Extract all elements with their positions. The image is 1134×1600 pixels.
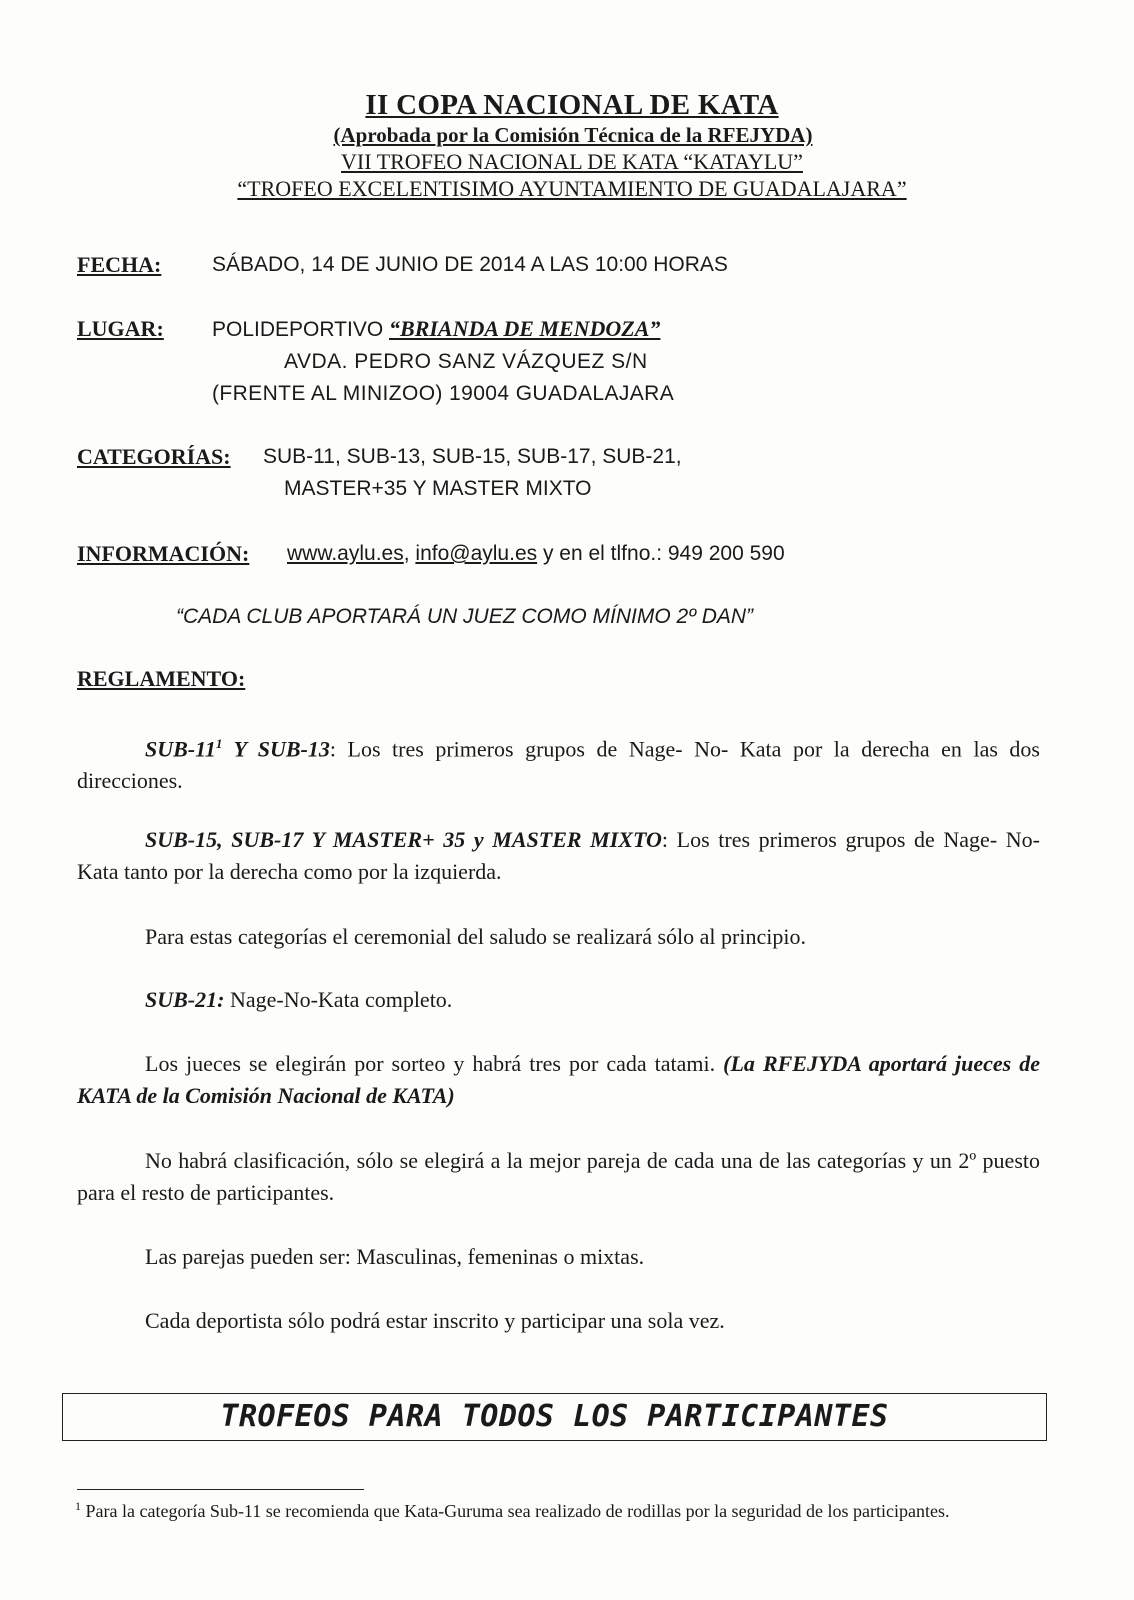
address-line-1: AVDA. PEDRO SANZ VÁZQUEZ S/N: [284, 350, 648, 373]
informacion-contacts: [287, 538, 785, 570]
trophy-subtitle: VII TROFEO NACIONAL DE KATA “KATAYLU”: [341, 149, 803, 174]
rule-sub15-master: [77, 824, 1040, 888]
categorias-line-1: SUB-11, SUB-13, SUB-15, SUB-17, SUB-21,: [263, 445, 682, 468]
email-link[interactable]: info@aylu.es: [415, 542, 538, 565]
rule-judges: [77, 1048, 1040, 1112]
sponsor-subtitle: “TROFEO EXCELENTISIMO AYUNTAMIENTO DE GUADALAJARA”: [237, 176, 907, 201]
lugar-label: LUGAR:: [77, 316, 164, 341]
rule-4-text: Nage-No-Kata completo.: [224, 987, 453, 1012]
approval-subtitle: (Aprobada por la Comisión Técnica de la RFEJYDA): [333, 123, 813, 147]
contact-separator: ,: [403, 542, 410, 565]
rule-5-bold: (La RFEJYDA aportará jueces de KATA de la Comisión Nacional de KATA): [77, 1051, 1040, 1108]
lugar-row: [77, 313, 661, 345]
reglamento-heading: [77, 663, 245, 695]
rule-classification: No habrá clasificación, sólo se elegirá a la mejor pareja de cada una de las categorías y un 2º puesto para el resto de participantes.: [77, 1148, 1040, 1205]
fecha-value: SÁBADO, 14 DE JUNIO DE 2014 A LAS 10:00 HORAS: [212, 253, 728, 276]
rule-sub11-sub13: [77, 728, 1040, 797]
website-link[interactable]: www.aylu.es: [287, 542, 404, 565]
rule-sub21: [77, 984, 1040, 1016]
venue-prefix: POLIDEPORTIVO: [212, 318, 384, 341]
rule-1-lead: SUB-11: [145, 736, 216, 762]
footnote-divider: [77, 1489, 364, 1490]
informacion-row: [77, 538, 785, 570]
footnote: [75, 1491, 975, 1526]
footnote-ref[interactable]: 1: [215, 736, 223, 751]
rule-2-text: : Los tres primeros grupos de Nage- No- Kata tanto por la derecha como por la izquierda.: [77, 827, 1040, 884]
fecha-row: [77, 249, 728, 281]
lugar-venue: [212, 313, 660, 346]
venue-name: “BRIANDA DE MENDOZA”: [389, 316, 661, 341]
address-line-2: (FRENTE AL MINIZOO) 19004 GUADALAJARA: [212, 382, 675, 405]
informacion-label: INFORMACIÓN:: [77, 541, 250, 566]
rule-2-lead: SUB-15, SUB-17 Y MASTER+ 35 y MASTER MIXTO: [145, 827, 662, 852]
fecha-label: FECHA:: [77, 252, 162, 277]
trofeos-banner: TROFEOS PARA TODOS LOS PARTICIPANTES: [62, 1393, 1047, 1441]
reglamento-label: REGLAMENTO:: [77, 666, 246, 691]
rule-5-text: Los jueces se elegirán por sorteo y habrá tres por cada tatami.: [145, 1051, 724, 1076]
rule-4-lead: SUB-21:: [145, 987, 225, 1012]
rule-pairs: Las parejas pueden ser: Masculinas, femeninas o mixtas.: [145, 1244, 645, 1269]
categorias-row: [77, 441, 682, 473]
footnote-text: Para la categoría Sub-11 se recomienda que Kata-Guruma sea realizado de rodillas por la seguridad de los participantes.: [81, 1501, 950, 1521]
judge-note: “CADA CLUB APORTARÁ UN JUEZ COMO MÍNIMO 2º DAN”: [176, 605, 754, 628]
footnote-marker: 1: [75, 1499, 81, 1513]
categorias-label: CATEGORÍAS:: [77, 444, 231, 469]
phone-text: y en el tlfno.: 949 200 590: [542, 542, 785, 565]
rule-1-text: : Los tres primeros grupos de Nage- No- Kata por la derecha en las dos direcciones.: [77, 736, 1040, 794]
rule-1-lead-2: Y SUB-13: [222, 736, 330, 762]
title-block: [0, 88, 1134, 203]
rule-participation: Cada deportista sólo podrá estar inscrito y participar una sola vez.: [145, 1308, 725, 1333]
categorias-line-2: MASTER+35 Y MASTER MIXTO: [284, 477, 592, 500]
document-title: II COPA NACIONAL DE KATA: [365, 89, 779, 121]
rule-ceremonial: Para estas categorías el ceremonial del saludo se realizará sólo al principio.: [145, 924, 806, 949]
